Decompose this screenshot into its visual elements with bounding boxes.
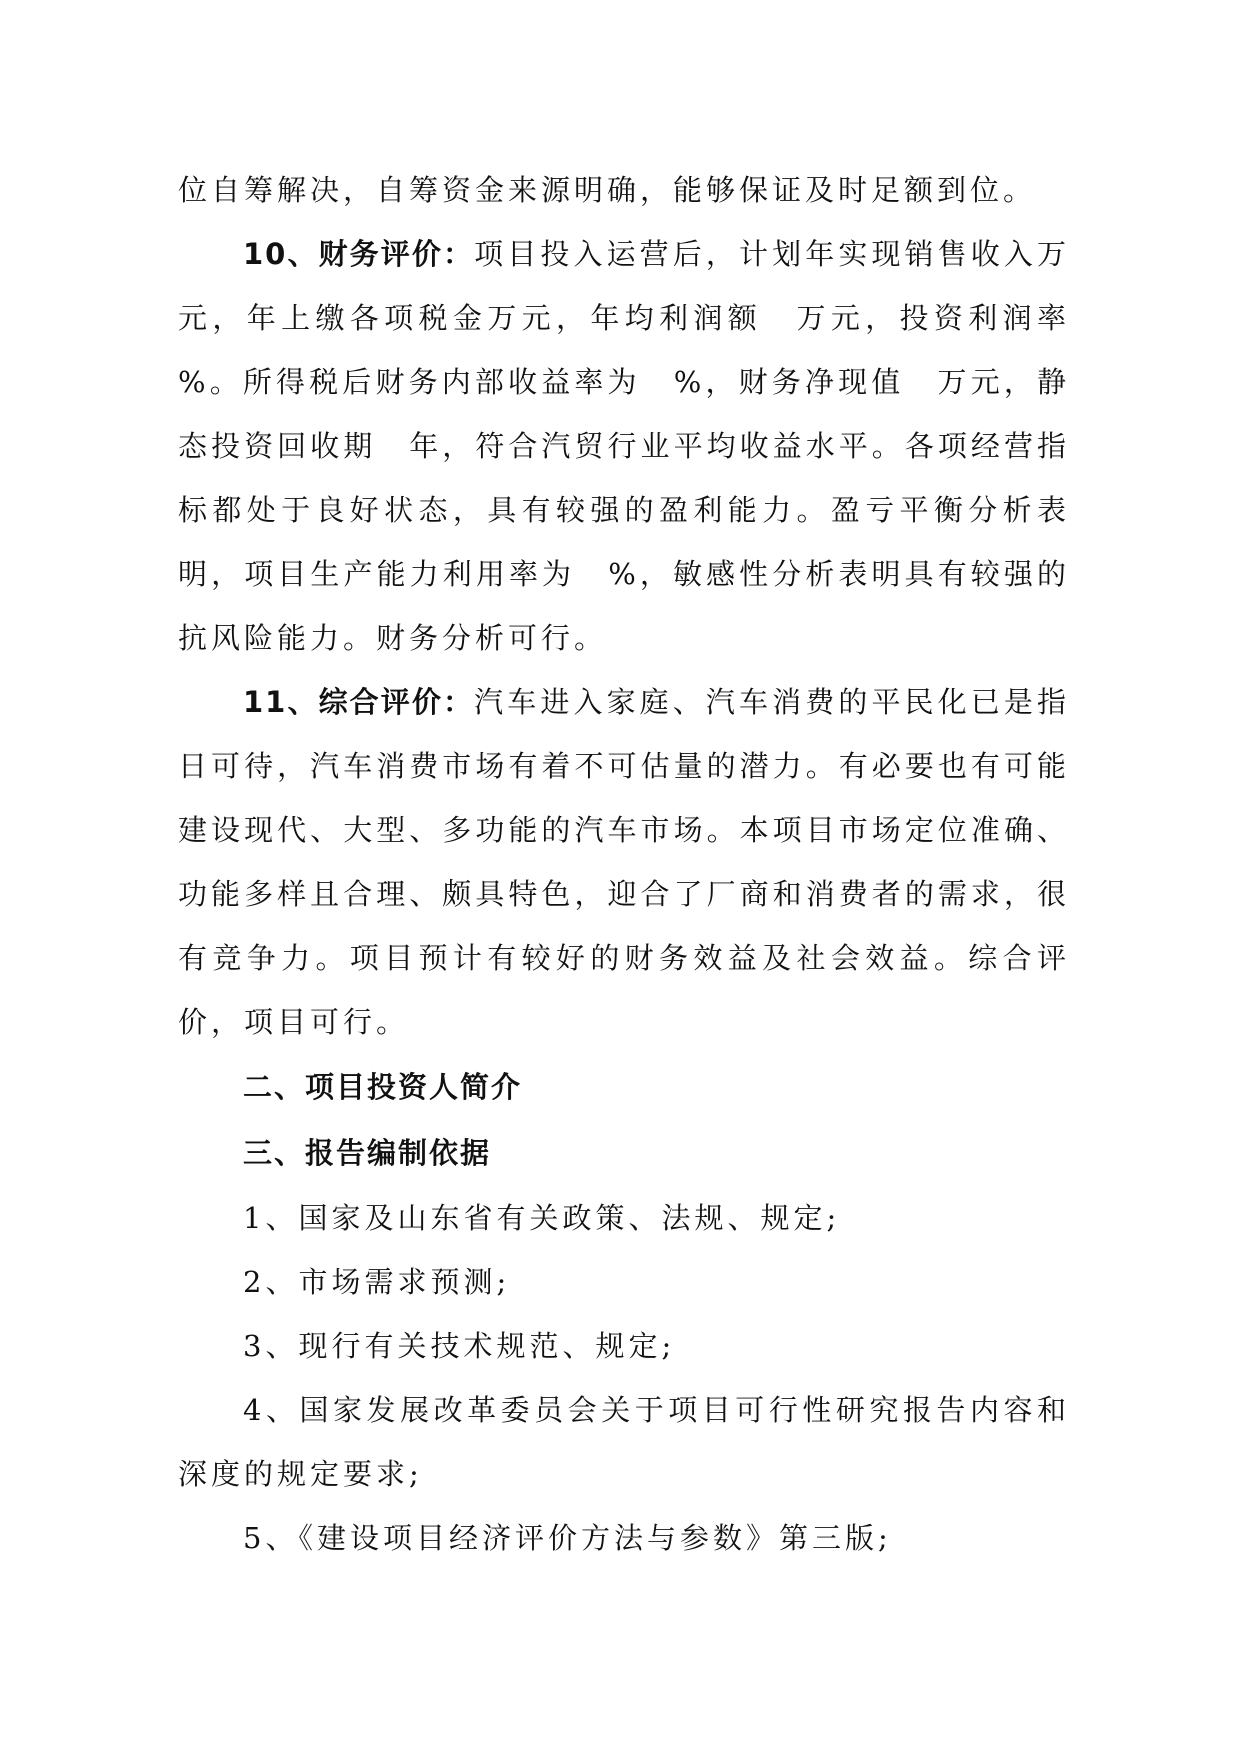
section-heading-investor: 二、项目投资人简介 — [243, 1070, 523, 1104]
comprehensive-evaluation-label: 11、综合评价： — [243, 685, 475, 719]
continuation-paragraph: 位自筹解决，自筹资金来源明确，能够保证及时足额到位。 — [178, 173, 1037, 207]
comprehensive-evaluation-text: 汽车进入家庭、汽车消费的平民化已是指日可待，汽车消费市场有着不可估量的潜力。有必要也有可能建设现代、大型、多功能的汽车市场。本项目市场定位准确、功能多样且合理、颇具特色，迎合了厂商和消费者的需求，很有竞争力。项目预计有较好的财务效益及社会效益。综合评价，项目可行。 — [178, 685, 1070, 1039]
financial-evaluation-paragraph — [178, 222, 1104, 670]
basis-item: 4、国家发展改革委员会关于项目可行性研究报告内容和深度的规定要求; — [178, 1393, 1070, 1491]
comprehensive-evaluation-paragraph — [178, 670, 1070, 1054]
basis-item: 5、《建设项目经济评价方法与参数》第三版; — [243, 1521, 892, 1555]
document-body — [178, 158, 1104, 1570]
financial-evaluation-label: 10、财务评价： — [243, 237, 475, 271]
basis-item: 3、现行有关技术规范、规定; — [243, 1329, 676, 1363]
basis-item: 1、国家及山东省有关政策、法规、规定; — [243, 1201, 841, 1235]
financial-evaluation-text: 项目投入运营后，计划年实现销售收入万元，年上缴各项税金万元，年均利润额 万元，投资利润率 %。所得税后财务内部收益率为 %，财务净现值 万元，静态投资回收期 年，符合汽贸行业平均收益水平。各项经营指标都处于良好状态，具有较强的盈利能力。盈亏平衡分析表明，项目生产能力利用率为 %，敏感性分析表明具有较强的抗风险能力。财务分析可行。 — [178, 237, 1104, 655]
section-heading-basis: 三、报告编制依据 — [243, 1136, 492, 1170]
basis-item: 2、市场需求预测; — [243, 1265, 511, 1299]
